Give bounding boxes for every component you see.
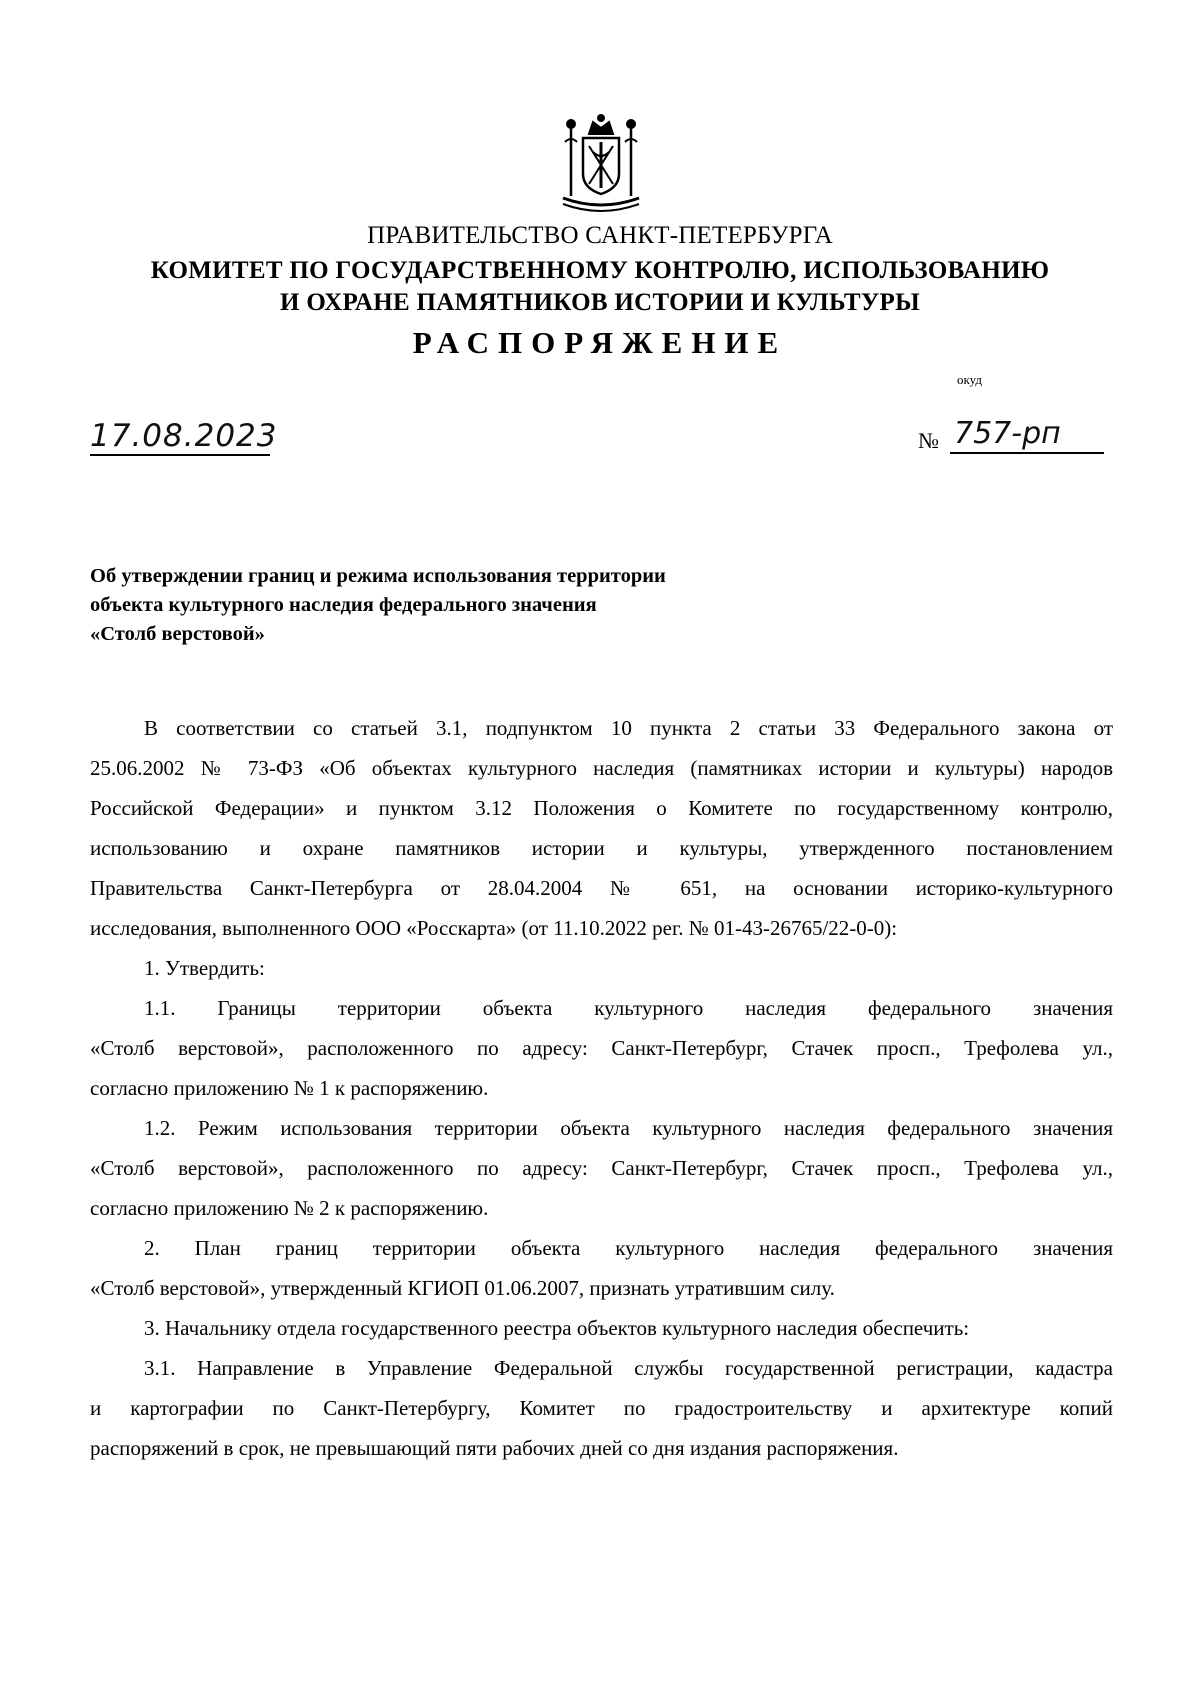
body-line: 1.1. Границы территории объекта культурного наследия федерального значения bbox=[144, 996, 1113, 1020]
committee-name-line-2: И ОХРАНЕ ПАМЯТНИКОВ ИСТОРИИ И КУЛЬТУРЫ bbox=[280, 289, 920, 316]
body-line: Российской Федерации» и пунктом 3.12 Положения о Комитете по государственному контролю, bbox=[90, 796, 1113, 820]
document-body bbox=[90, 708, 1113, 1468]
body-line: исследования, выполненного ООО «Росскарта» (от 11.10.2022 рег. № 01-43-26765/22-0-0): bbox=[90, 916, 898, 940]
body-line: и картографии по Санкт-Петербургу, Комитет по градостроительству и архитектуре копий bbox=[90, 1396, 1113, 1420]
committee-name-line-1: КОМИТЕТ ПО ГОСУДАРСТВЕННОМУ КОНТРОЛЮ, ИСПОЛЬЗОВАНИЮ bbox=[150, 257, 1050, 284]
coat-of-arms-emblem bbox=[555, 112, 647, 212]
document-subject bbox=[90, 562, 666, 649]
subject-line: «Столб верстовой» bbox=[90, 623, 265, 645]
okud-label: окуд bbox=[957, 372, 982, 387]
body-line: «Столб верстовой», расположенного по адресу: Санкт-Петербург, Стачек просп., Трефолева ул., bbox=[90, 1036, 1113, 1060]
government-name: ПРАВИТЕЛЬСТВО САНКТ-ПЕТЕРБУРГА bbox=[367, 222, 833, 249]
handwritten-date: 17.08.2023 bbox=[90, 418, 278, 454]
number-sign: № bbox=[918, 428, 939, 453]
body-line: распоряжений в срок, не превышающий пяти рабочих дней со дня издания распоряжения. bbox=[90, 1436, 899, 1460]
body-line: 1. Утвердить: bbox=[144, 956, 265, 980]
body-line: 1.2. Режим использования территории объекта культурного наследия федерального значения bbox=[144, 1116, 1113, 1140]
body-line: 3.1. Направление в Управление Федеральной службы государственной регистрации, кадастра bbox=[144, 1356, 1113, 1380]
body-line: «Столб верстовой», расположенного по адресу: Санкт-Петербург, Стачек просп., Трефолева ул., bbox=[90, 1156, 1113, 1180]
handwritten-document-number: 757-рп bbox=[950, 416, 1104, 454]
body-line: согласно приложению № 1 к распоряжению. bbox=[90, 1076, 489, 1100]
body-line: согласно приложению № 2 к распоряжению. bbox=[90, 1196, 489, 1220]
subject-line: Об утверждении границ и режима использования территории bbox=[90, 565, 666, 587]
body-line: Правительства Санкт-Петербурга от 28.04.2004 № 651, на основании историко-культурного bbox=[90, 876, 1113, 900]
subject-line: объекта культурного наследия федерального значения bbox=[90, 594, 597, 616]
body-line: 3. Начальнику отдела государственного реестра объектов культурного наследия обеспечить: bbox=[144, 1316, 970, 1340]
body-line: использованию и охране памятников истории и культуры, утвержденного постановлением bbox=[90, 836, 1113, 860]
document-type-title: РАСПОРЯЖЕНИЕ bbox=[412, 325, 788, 360]
body-line: В соответствии со статьей 3.1, подпунктом 10 пункта 2 статьи 33 Федерального закона от bbox=[144, 716, 1113, 740]
body-line: 2. План границ территории объекта культурного наследия федерального значения bbox=[144, 1236, 1113, 1260]
body-line: «Столб верстовой», утвержденный КГИОП 01.06.2007, признать утратившим силу. bbox=[90, 1276, 835, 1300]
body-line: 25.06.2002 № 73-ФЗ «Об объектах культурного наследия (памятниках истории и культуры) народов bbox=[90, 756, 1113, 780]
